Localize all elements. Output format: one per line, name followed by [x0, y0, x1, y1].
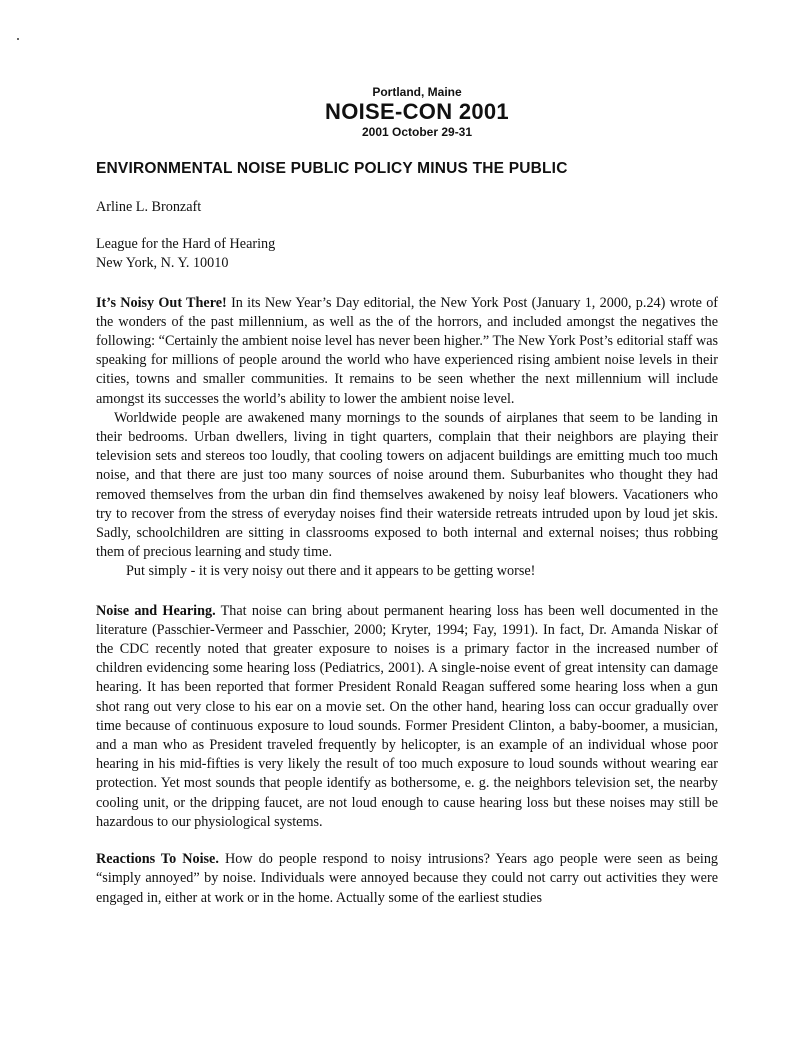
- section-noise-and-hearing: [96, 602, 718, 832]
- author-organization: League for the Hard of Hearing: [96, 236, 276, 253]
- paragraph: Worldwide people are awakened many mornings to the sounds of airplanes that seem to be landing in their bedrooms. Urban dwellers, living in tight quarters, complain that their neighbors are playing their television sets and stereos too loudly, that cooling towers on adjacent buildings are emitting much too much noise, and that there are just too many sources of noise around them. Suburbanites who thought they had removed themselves from the urban din find themselves awakened by noisy leaf blowers. Vacationers who try to recover from the stress of everyday noises find their waterside retreats intruded upon by loud jet skis. Sadly, schoolchildren are sitting in classrooms exposed to both internal and external noises; thus robbing them of precious learning and study time.: [96, 409, 718, 561]
- conference-location: Portland, Maine: [372, 85, 462, 99]
- paper-title: ENVIRONMENTAL NOISE PUBLIC POLICY MINUS THE PUBLIC: [96, 160, 568, 177]
- paragraph-text: In its New Year’s Day editorial, the New York Post (January 1, 2000, p.24) wrote of the wonders of the past millennium, as well as the of the horrors, and included amongst the negatives the following: “Certainly the ambient noise level has never been higher.” The New York Post’s editorial staff was speaking for millions of people around the world who have experienced rising ambient noise levels in their cities, towns and smaller communities. It remains to be seen whether the next millennium will include amongst its successes the world’s ability to lower the ambient noise level.: [96, 294, 719, 407]
- section-reactions-to-noise: [96, 850, 718, 908]
- section-noisy-out-there: [96, 294, 718, 582]
- conference-header: [96, 84, 718, 140]
- section-heading: It’s Noisy Out There!: [96, 294, 227, 311]
- conference-name: NOISE-CON 2001: [325, 99, 509, 124]
- section-heading: Noise and Hearing.: [96, 602, 216, 619]
- author-name: Arline L. Bronzaft: [96, 199, 202, 215]
- paragraph: [96, 850, 718, 908]
- author-city: New York, N. Y. 10010: [96, 255, 229, 272]
- author-affiliation: [96, 235, 718, 273]
- paragraph: Put simply - it is very noisy out there and it appears to be getting worse!: [126, 563, 536, 580]
- section-heading: Reactions To Noise.: [96, 851, 219, 868]
- scan-speck: [17, 38, 19, 40]
- paragraph-text: How do people respond to noisy intrusions? Years ago people were seen as being “simply annoyed” by noise. Individuals were annoyed because they could not carry out activities they were engaged in, either at work or in the home. Actually some of the earliest studies: [96, 851, 719, 906]
- conference-dates: 2001 October 29-31: [361, 125, 473, 139]
- paragraph: [96, 294, 718, 409]
- paragraph-text: That noise can bring about permanent hearing loss has been well documented in the literature (Passchier-Vermeer and Passchier, 2000; Kryter, 1994; Fay, 1991). In fact, Dr. Amanda Niskar of the CDC recently noted that greater exposure to noises is a primary factor in the increased number of children evidencing some hearing loss (Pediatrics, 2001). A single-noise event of great intensity can damage hearing. It has been reported that former President Ronald Reagan suffered some hearing loss when a gun shot rang out very close to his ear on a movie set. On the other hand, hearing loss can occur gradually over time because of continuous exposure to loud sounds. Former President Clinton, a baby-boomer, a musician, and a man who as President traveled frequently by helicopter, is an example of an individual whose poor hearing in his mid-fifties is very likely the result of too much exposure to loud sounds without wearing ear protection. Yet most sounds that people identify as bothersome, e. g. the neighbors television set, the nearby cooling unit, or the dripping faucet, are not loud enough to cause hearing loss but these noises may still be hazardous to our physiological systems.: [96, 602, 719, 830]
- document-page: [96, 84, 718, 908]
- paragraph: [96, 602, 718, 832]
